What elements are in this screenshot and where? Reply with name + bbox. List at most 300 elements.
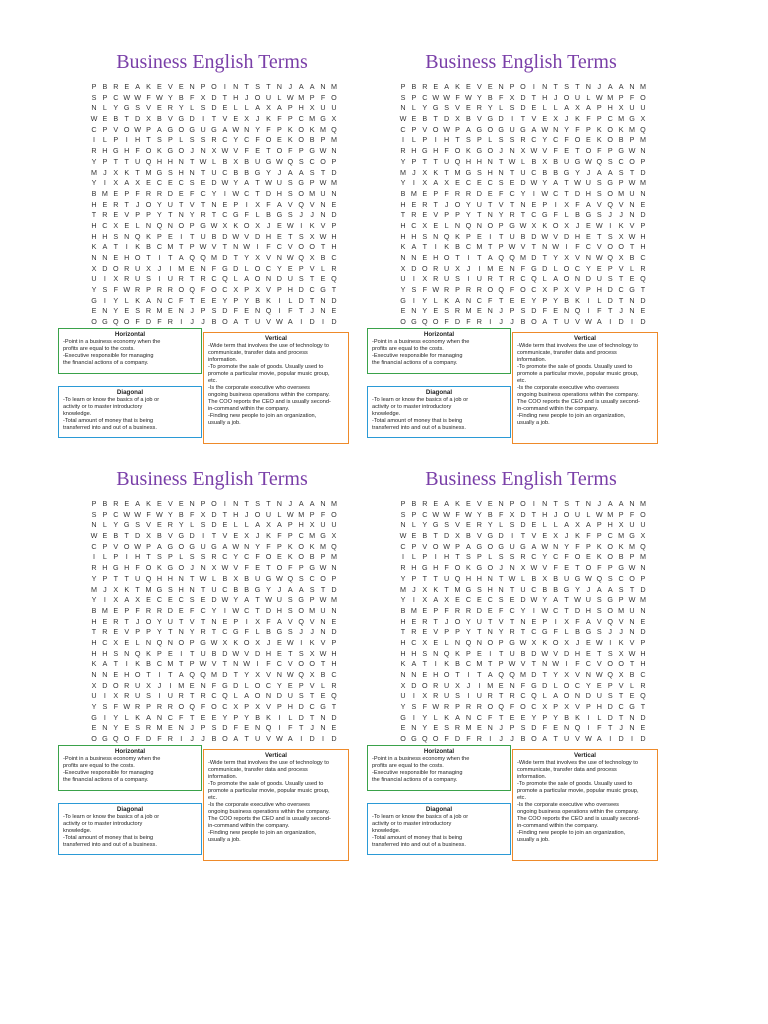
grid-letter: N (320, 199, 326, 209)
grid-letter: L (433, 295, 438, 305)
grid-letter: N (254, 306, 261, 316)
grid-letter: I (532, 82, 535, 91)
grid-letter: D (640, 317, 646, 327)
grid-letter: T (531, 242, 537, 252)
grid-letter: X (542, 702, 548, 712)
grid-letter: K (309, 541, 315, 551)
grid-letter: R (167, 317, 173, 327)
grid-letter: M (330, 82, 337, 91)
grid-letter: S (211, 723, 217, 733)
grid-letter: N (433, 648, 439, 658)
grid-letter: L (255, 210, 260, 220)
grid-letter: F (288, 723, 293, 733)
grid-letter: N (331, 605, 337, 615)
grid-letter: P (411, 124, 417, 134)
grid-letter: C (531, 584, 537, 594)
grid-letter: N (640, 146, 646, 156)
grid-letter: G (607, 178, 614, 188)
grid-letter: F (157, 734, 162, 744)
clue-line: in-command within the company. (517, 823, 599, 829)
grid-letter: X (255, 285, 260, 295)
grid-letter: N (233, 242, 239, 252)
grid-letter: A (277, 616, 282, 626)
grid-letter: V (287, 199, 293, 209)
grid-letter: L (321, 263, 326, 273)
grid-row (398, 82, 648, 93)
grid-letter: G (167, 563, 174, 573)
grid-letter: R (102, 210, 108, 220)
grid-letter: V (498, 199, 504, 209)
grid-letter: P (320, 135, 326, 145)
grid-letter: N (167, 220, 173, 230)
grid-letter: P (102, 541, 108, 551)
grid-letter: G (91, 295, 97, 305)
grid-letter: R (509, 274, 515, 284)
clue-line: -Finding new people to join an organization, (208, 413, 317, 419)
grid-letter: E (157, 103, 162, 113)
grid-letter: K (146, 499, 151, 508)
grid-row (398, 264, 648, 275)
grid-letter: X (422, 178, 428, 188)
grid-letter: W (286, 92, 294, 102)
grid-letter: P (331, 637, 337, 647)
grid-letter: J (499, 563, 503, 573)
grid-letter: R (167, 285, 173, 295)
grid-letter: I (278, 712, 281, 722)
grid-letter: B (113, 114, 119, 124)
grid-letter: A (564, 520, 569, 530)
grid-letter: G (265, 156, 272, 166)
grid-letter: X (444, 595, 450, 605)
grid-letter: W (530, 563, 538, 573)
grid-letter: U (585, 178, 591, 188)
grid-letter: V (596, 242, 602, 252)
grid-letter: A (298, 167, 304, 177)
grid-letter: E (466, 82, 471, 91)
grid-letter: C (422, 92, 428, 102)
grid-letter: N (331, 188, 337, 198)
grid-letter: F (211, 263, 217, 273)
grid-letter: Q (531, 691, 537, 701)
grid-letter: I (93, 552, 95, 562)
grid-letter: V (244, 231, 250, 241)
grid-letter: P (607, 563, 613, 573)
grid-row (398, 606, 648, 617)
grid-letter: B (222, 573, 228, 583)
grid-letter: M (476, 242, 483, 252)
grid-letter: I (478, 263, 481, 273)
grid-letter: D (298, 295, 304, 305)
grid-letter: A (298, 584, 304, 594)
grid-letter: E (422, 627, 428, 637)
grid-letter: A (607, 584, 613, 594)
grid-letter: G (618, 146, 624, 156)
grid-letter: A (287, 584, 293, 594)
grid-letter: F (113, 702, 118, 712)
grid-letter: Y (487, 103, 493, 113)
grid-letter: V (455, 103, 460, 113)
grid-letter: S (596, 627, 602, 637)
grid-letter: Q (265, 306, 272, 316)
grid-letter: P (102, 156, 108, 166)
grid-letter: M (639, 135, 646, 145)
grid-letter: J (412, 584, 416, 594)
grid-letter: V (596, 199, 602, 209)
grid-letter: C (222, 584, 228, 594)
grid-letter: P (189, 659, 195, 669)
grid-letter: E (487, 499, 493, 508)
grid-letter: K (618, 637, 624, 647)
grid-letter: R (433, 691, 439, 701)
grid-letter: E (222, 520, 228, 530)
grid-letter: W (221, 563, 229, 573)
grid-letter: M (465, 723, 472, 733)
grid-letter: T (309, 274, 315, 284)
grid-letter: P (455, 285, 460, 295)
grid-letter: P (146, 627, 151, 637)
grid-letter: R (411, 627, 417, 637)
grid-letter: I (300, 734, 303, 744)
grid-letter: T (124, 156, 129, 166)
grid-letter: E (400, 723, 406, 733)
grid-letter: M (465, 306, 472, 316)
grid-letter: P (629, 552, 635, 562)
clue-line: transferred into and out of a business. (63, 425, 157, 431)
grid-letter: U (444, 573, 450, 583)
grid-letter: E (476, 178, 482, 188)
grid-letter: F (629, 92, 635, 102)
grid-letter: I (565, 242, 568, 252)
grid-letter: T (488, 242, 493, 252)
grid-letter: C (585, 242, 591, 252)
grid-letter: V (433, 210, 439, 220)
grid-letter: W (585, 317, 592, 327)
grid-letter: W (585, 734, 592, 744)
grid-letter: A (455, 712, 460, 722)
grid-letter: O (487, 285, 494, 295)
grid-letter: P (91, 82, 97, 91)
grid-letter: S (287, 627, 293, 637)
grid-letter: O (629, 156, 635, 166)
grid-letter: S (189, 135, 195, 145)
grid-row (89, 595, 339, 606)
grid-letter: T (211, 531, 217, 541)
grid-letter: O (298, 188, 305, 198)
grid-letter: M (91, 167, 97, 177)
grid-letter: I (489, 317, 492, 327)
grid-letter: R (178, 274, 184, 284)
grid-letter: Q (607, 670, 614, 679)
grid-letter: F (266, 242, 271, 252)
grid-letter: R (200, 274, 206, 284)
grid-letter: J (564, 531, 569, 541)
grid-letter: R (640, 680, 646, 690)
grid-letter: T (575, 146, 580, 156)
grid-letter: T (91, 210, 97, 220)
grid-letter: S (564, 499, 569, 508)
grid-letter: J (510, 317, 514, 327)
grid-letter: H (411, 648, 417, 658)
grid-letter: T (640, 702, 646, 712)
grid-letter: S (411, 285, 417, 295)
grid-letter: E (466, 103, 471, 113)
grid-letter: W (541, 231, 549, 241)
grid-letter: W (123, 285, 131, 295)
grid-letter: C (265, 263, 272, 273)
grid-letter: P (455, 627, 460, 637)
grid-letter: N (233, 499, 239, 508)
grid-row (89, 135, 339, 146)
grid-letter: G (276, 210, 283, 220)
grid-letter: P (509, 82, 515, 91)
grid-letter: T (564, 188, 569, 198)
grid-letter: P (607, 146, 613, 156)
grid-letter: J (255, 531, 260, 541)
grid-letter: B (520, 648, 526, 658)
grid-letter: S (200, 552, 206, 562)
grid-row (89, 734, 339, 745)
grid-letter: H (542, 92, 548, 102)
grid-letter: E (564, 563, 569, 573)
grid-letter: T (299, 306, 304, 316)
grid-letter: L (102, 520, 107, 530)
grid-letter: Q (607, 253, 614, 262)
grid-letter: T (422, 242, 427, 252)
grid-letter: N (200, 563, 206, 573)
grid-letter: T (575, 499, 580, 508)
grid-letter: L (233, 691, 238, 701)
grid-letter: Y (466, 627, 471, 637)
grid-letter: M (607, 509, 614, 519)
grid-letter: Y (575, 167, 580, 177)
grid-letter: N (189, 584, 195, 594)
grid-letter: Q (189, 253, 195, 262)
grid-letter: A (233, 317, 239, 327)
grid-row (89, 681, 339, 692)
grid-letter: A (146, 295, 151, 305)
grid-row (398, 659, 648, 670)
grid-row (398, 114, 648, 125)
grid-letter: T (113, 156, 118, 166)
grid-letter: E (487, 605, 493, 615)
grid-row (89, 242, 339, 253)
grid-letter: I (565, 659, 568, 669)
grid-letter: O (400, 734, 406, 744)
grid-letter: P (331, 220, 337, 230)
grid-letter: N (509, 680, 515, 690)
grid-letter: F (597, 563, 602, 573)
grid-letter: L (244, 263, 249, 273)
grid-letter: X (233, 573, 239, 583)
clue-line: communicate, transfer data and process (517, 350, 617, 356)
grid-letter: J (190, 723, 194, 733)
grid-letter: G (298, 178, 305, 188)
grid-letter: S (298, 691, 304, 701)
grid-letter: S (596, 178, 602, 188)
grid-letter: Y (244, 670, 250, 679)
grid-letter: U (444, 274, 450, 284)
clue-line: -Wide term that involves the use of technology to (517, 343, 638, 349)
grid-letter: G (298, 595, 305, 605)
grid-letter: P (102, 124, 108, 134)
grid-row (398, 296, 648, 307)
grid-letter: C (113, 92, 119, 102)
grid-letter: T (168, 627, 173, 637)
grid-letter: L (411, 520, 416, 530)
grid-letter: T (618, 691, 624, 701)
grid-letter: W (232, 648, 240, 658)
grid-letter: J (597, 82, 602, 91)
grid-letter: N (498, 167, 504, 177)
grid-letter: V (222, 531, 228, 541)
grid-letter: O (422, 263, 428, 273)
grid-letter: Y (113, 520, 119, 530)
grid-letter: H (102, 563, 108, 573)
clue-line: -Executive responsible for managing (63, 353, 154, 359)
grid-letter: D (411, 263, 417, 273)
grid-letter: H (91, 199, 97, 209)
grid-letter: J (499, 723, 503, 733)
grid-letter: I (202, 114, 205, 124)
grid-letter: O (607, 242, 614, 252)
grid-letter: M (320, 124, 327, 134)
grid-letter: I (322, 734, 325, 744)
grid-letter: S (135, 103, 141, 113)
grid-letter: N (400, 103, 406, 113)
grid-letter: N (465, 712, 472, 722)
grid-letter: W (399, 114, 407, 124)
clue-line: -Executive responsible for managing (372, 353, 463, 359)
grid-letter: F (553, 146, 558, 156)
grid-letter: V (476, 82, 482, 91)
grid-letter: T (520, 627, 526, 637)
grid-letter: O (607, 605, 614, 615)
grid-letter: F (320, 92, 326, 102)
grid-letter: O (276, 146, 283, 156)
grid-letter: T (331, 702, 337, 712)
grid-letter: T (222, 509, 228, 519)
grid-letter: E (113, 253, 119, 262)
grid-letter: O (211, 499, 217, 508)
grid-letter: X (233, 156, 239, 166)
grid-letter: K (233, 220, 239, 230)
grid-letter: N (433, 231, 439, 241)
grid-letter: Q (509, 253, 515, 262)
grid-letter: G (629, 114, 635, 124)
grid-letter: V (575, 253, 580, 262)
grid-row (89, 499, 339, 510)
grid-letter: G (411, 734, 417, 744)
grid-letter: P (466, 231, 471, 241)
grid-letter: P (135, 627, 141, 637)
grid-letter: E (422, 670, 428, 679)
grid-letter: C (422, 509, 428, 519)
word-search-panel (58, 417, 358, 848)
grid-letter: N (178, 573, 184, 583)
grid-letter: Y (255, 541, 260, 551)
grid-letter: S (287, 595, 293, 605)
grid-letter: U (331, 103, 337, 113)
grid-letter: O (134, 253, 141, 262)
grid-letter: F (189, 605, 195, 615)
grid-letter: P (277, 285, 282, 295)
grid-letter: G (531, 263, 537, 273)
grid-letter: W (319, 231, 327, 241)
grid-letter: X (113, 178, 119, 188)
grid-letter: S (509, 520, 515, 530)
grid-letter: C (531, 627, 537, 637)
grid-row (89, 317, 339, 328)
grid-letter: P (146, 541, 151, 551)
grid-letter: I (256, 659, 259, 669)
grid-letter: H (91, 616, 97, 626)
grid-letter: F (444, 188, 449, 198)
grid-letter: O (432, 317, 439, 327)
grid-letter: T (288, 231, 293, 241)
grid-letter: P (200, 499, 206, 508)
grid-letter: A (542, 734, 548, 744)
grid-letter: C (178, 595, 184, 605)
grid-letter: X (520, 563, 526, 573)
grid-letter: Y (422, 103, 428, 113)
grid-letter: S (444, 103, 450, 113)
grid-row (398, 93, 648, 104)
grid-letter: U (135, 274, 141, 284)
grid-row (398, 146, 648, 157)
grid-letter: T (498, 231, 504, 241)
grid-letter: W (399, 531, 407, 541)
grid-letter: G (200, 637, 206, 647)
grid-letter: H (91, 220, 97, 230)
grid-letter: N (320, 210, 326, 220)
grid-letter: D (520, 103, 526, 113)
grid-row (89, 713, 339, 724)
grid-letter: N (276, 670, 282, 679)
grid-letter: R (433, 263, 439, 273)
grid-letter: B (233, 167, 239, 177)
grid-letter: O (298, 135, 305, 145)
vertical-clues-box (203, 749, 349, 861)
grid-letter: J (266, 637, 271, 647)
clue-line: ongoing business operations within the company. (517, 809, 639, 815)
grid-letter: W (123, 702, 131, 712)
grid-letter: U (287, 691, 293, 701)
grid-letter: M (454, 584, 461, 594)
grid-letter: E (509, 595, 515, 605)
grid-letter: E (586, 231, 591, 241)
grid-letter: F (255, 552, 260, 562)
grid-letter: Q (465, 637, 472, 647)
grid-letter: P (596, 520, 602, 530)
grid-letter: J (608, 627, 613, 637)
grid-letter: F (157, 317, 162, 327)
clue-line: knowledge. (372, 828, 401, 834)
grid-letter: E (277, 135, 282, 145)
grid-letter: A (178, 253, 184, 262)
grid-letter: R (476, 702, 482, 712)
grid-letter: P (157, 231, 162, 241)
grid-letter: B (222, 156, 228, 166)
grid-letter: G (113, 146, 119, 156)
grid-letter: L (321, 680, 326, 690)
grid-letter: F (444, 317, 449, 327)
grid-letter: J (412, 167, 416, 177)
grid-letter: A (146, 712, 151, 722)
grid-letter: F (597, 146, 602, 156)
grid-letter: I (412, 595, 415, 605)
grid-letter: X (640, 531, 646, 541)
grid-letter: M (156, 306, 163, 316)
